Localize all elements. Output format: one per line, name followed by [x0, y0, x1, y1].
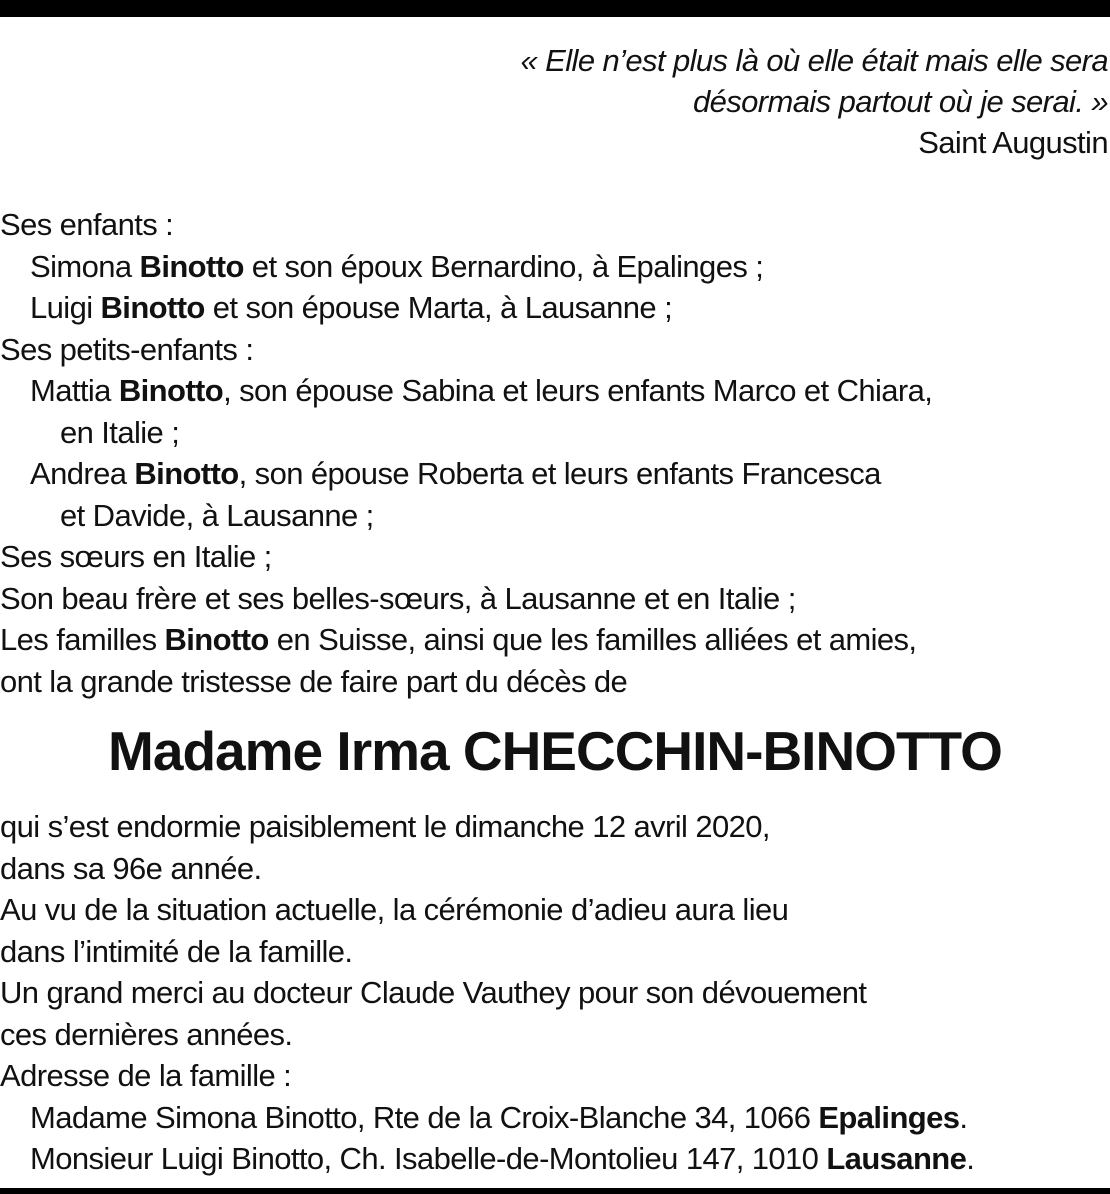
address-line-1: Madame Simona Binotto, Rte de la Croix-Blanche 34, 1066 Epalinges. — [30, 1099, 968, 1135]
sisters-line: Ses sœurs en Italie ; — [0, 539, 272, 574]
quote-author: Saint Augustin — [918, 125, 1108, 160]
address-line-2: Monsieur Luigi Binotto, Ch. Isabelle-de-Montolieu 147, 1010 Lausanne. — [30, 1141, 975, 1176]
quote-line-1: « Elle n’est plus là où elle était mais elle sera — [520, 43, 1108, 78]
city-bold: Epalinges — [818, 1099, 960, 1135]
detail-line-1: qui s’est endormie paisiblement le dimanche 12 avril 2020, — [0, 809, 770, 844]
bottom-border-rule — [0, 1188, 1110, 1194]
families-line: Les familles Binotto en Suisse, ainsi que les familles alliées et amies, — [0, 622, 917, 657]
top-border-rule — [0, 0, 1110, 17]
surname-bold: Binotto — [134, 456, 239, 491]
surname-bold: Binotto — [139, 248, 244, 284]
detail-line-6: ces dernières années. — [0, 1016, 293, 1052]
child-entry-1: Simona Binotto et son époux Bernardino, à Epalinges ; — [30, 248, 764, 284]
detail-line-4: dans l’intimité de la famille. — [0, 933, 353, 969]
detail-line-3: Au vu de la situation actuelle, la cérémonie d’adieu aura lieu — [0, 892, 789, 927]
announcement-line: ont la grande tristesse de faire part du décès de — [0, 663, 628, 699]
city-bold: Lausanne — [826, 1141, 967, 1176]
deceased-name-heading: Madame Irma CHECCHIN-BINOTTO — [108, 720, 1002, 782]
address-heading: Adresse de la famille : — [0, 1058, 292, 1093]
grandchild-entry-1-cont: en Italie ; — [60, 414, 180, 450]
grandchild-entry-2: Andrea Binotto, son épouse Roberta et leurs enfants Francesca — [30, 456, 881, 491]
surname-bold: Binotto — [118, 373, 224, 408]
family-list — [0, 204, 1110, 702]
in-laws-line: Son beau frère et ses belles-sœurs, à Lausanne et en Italie ; — [0, 580, 796, 616]
quote-line-2: désormais partout où je serai. » — [692, 84, 1108, 119]
detail-line-2: dans sa 96e année. — [0, 850, 262, 886]
surname-bold: Binotto — [164, 622, 269, 657]
grandchild-entry-1: Mattia Binotto, son épouse Sabina et leurs enfants Marco et Chiara, — [30, 373, 933, 408]
detail-line-5: Un grand merci au docteur Claude Vauthey pour son dévouement — [0, 975, 867, 1010]
epigraph-quote — [521, 40, 1108, 163]
grandchild-entry-2-cont: et Davide, à Lausanne ; — [60, 497, 374, 533]
grandchildren-heading: Ses petits-enfants : — [0, 331, 254, 367]
notice-details — [0, 806, 1110, 1180]
child-entry-2: Luigi Binotto et son épouse Marta, à Lausanne ; — [30, 290, 673, 325]
surname-bold: Binotto — [100, 290, 205, 325]
children-heading: Ses enfants : — [0, 207, 174, 242]
